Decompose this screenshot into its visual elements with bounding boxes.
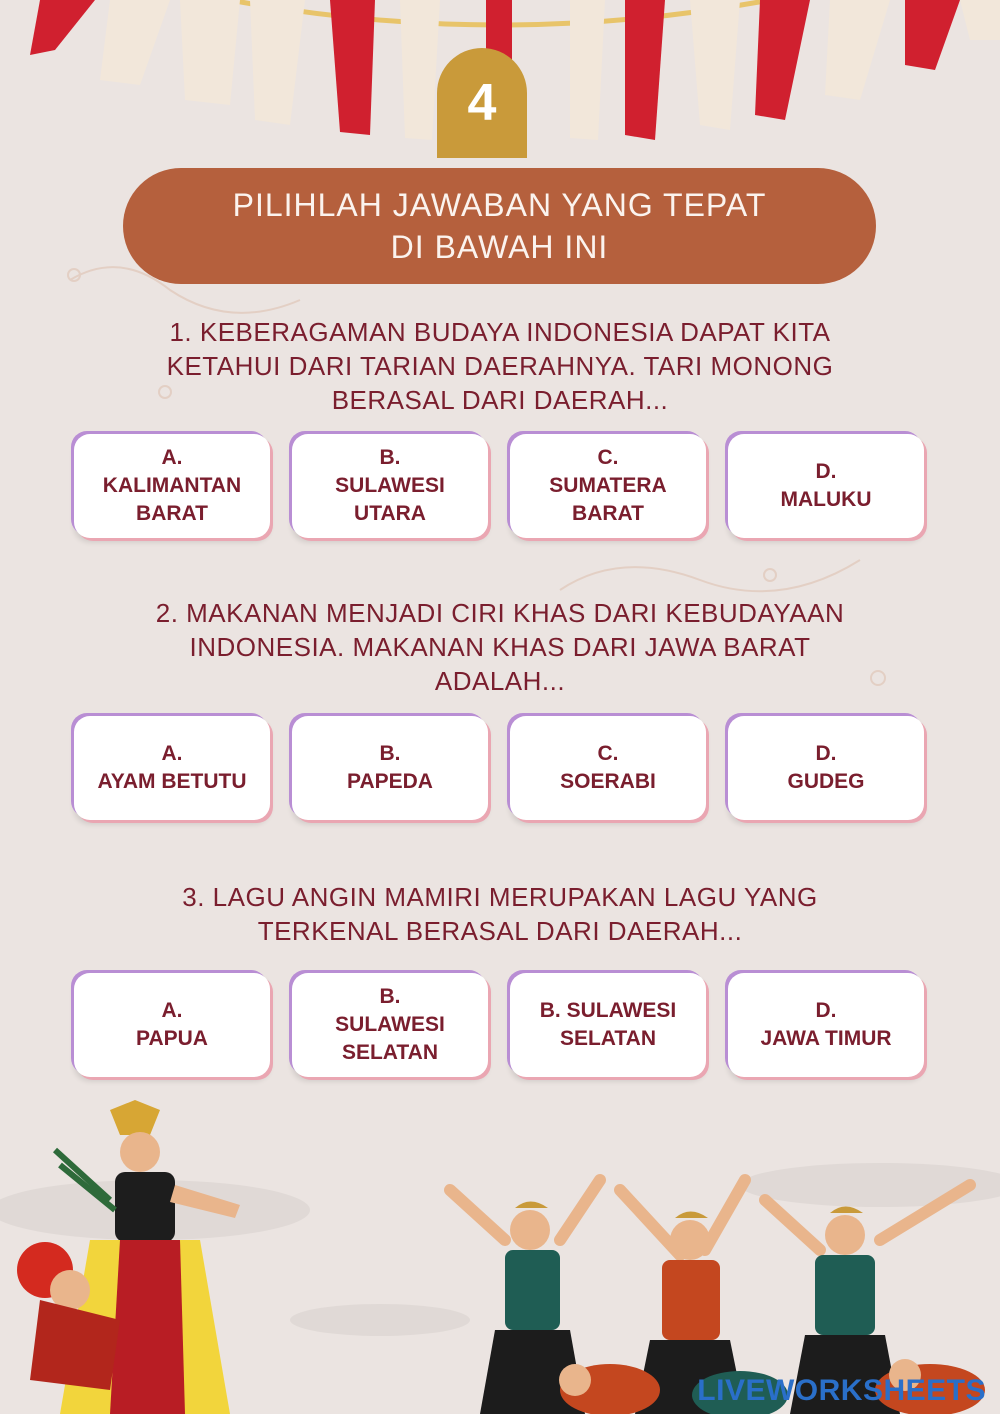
option-line: B. (379, 446, 401, 469)
option-line: C. (597, 446, 619, 469)
question-2 (120, 596, 880, 698)
option-line: MALUKU (780, 488, 872, 511)
instruction-banner (123, 168, 876, 284)
option-line: GUDEG (787, 770, 865, 793)
option-line: D. (815, 999, 837, 1022)
question-2-line-3: ADALAH... (434, 666, 566, 696)
q1-option-b[interactable] (292, 434, 488, 538)
option-line: B. SULAWESI (539, 999, 677, 1022)
question-3-options (70, 973, 930, 1083)
question-1-line-2: KETAHUI DARI TARIAN DAERAHNYA. TARI MONONG (166, 351, 834, 381)
option-line: A. (161, 742, 183, 765)
option-line: C. (597, 742, 619, 765)
q2-option-a[interactable] (74, 716, 270, 820)
question-1-line-1: 1. KEBERAGAMAN BUDAYA INDONESIA DAPAT KITA (169, 317, 831, 347)
question-2-options (70, 716, 930, 826)
question-1 (120, 315, 880, 417)
option-line: JAWA TIMUR (760, 1027, 892, 1050)
banner-line-1: PILIHLAH JAWABAN YANG TEPAT (232, 187, 767, 223)
banner-line-2: DI BAWAH INI (390, 229, 609, 265)
q3-option-c[interactable] (510, 973, 706, 1077)
wayang-dancer-icon (17, 1100, 240, 1414)
q1-option-d[interactable] (728, 434, 924, 538)
option-line: D. (815, 742, 837, 765)
option-line: KALIMANTAN (102, 474, 242, 497)
page-number-badge (437, 48, 527, 158)
option-line: BARAT (572, 502, 644, 525)
option-line: A. (161, 999, 183, 1022)
q1-option-a[interactable] (74, 434, 270, 538)
question-1-options (70, 434, 930, 544)
page-number: 4 (467, 74, 497, 132)
dancers-illustration (0, 1090, 1000, 1414)
option-line: UTARA (354, 502, 426, 525)
option-line: SULAWESI (335, 474, 445, 497)
question-3 (120, 880, 880, 948)
liveworksheets-watermark: LIVEWORKSHEETS (697, 1374, 986, 1407)
question-1-line-3: BERASAL DARI DAERAH... (331, 385, 669, 415)
option-line: BARAT (136, 502, 208, 525)
option-line: PAPEDA (347, 770, 433, 793)
question-3-line-2: TERKENAL BERASAL DARI DAERAH... (257, 916, 743, 946)
option-line: AYAM BETUTU (97, 770, 247, 793)
q2-option-c[interactable] (510, 716, 706, 820)
option-line: A. (161, 446, 183, 469)
option-line: B. (379, 985, 401, 1008)
option-line: SOERABI (560, 770, 656, 793)
q3-option-b[interactable] (292, 973, 488, 1077)
question-2-line-2: INDONESIA. MAKANAN KHAS DARI JAWA BARAT (189, 632, 811, 662)
q1-option-c[interactable] (510, 434, 706, 538)
q2-option-d[interactable] (728, 716, 924, 820)
option-line: D. (815, 460, 837, 483)
q3-option-a[interactable] (74, 973, 270, 1077)
option-line: SELATAN (559, 1027, 657, 1050)
question-2-line-1: 2. MAKANAN MENJADI CIRI KHAS DARI KEBUDAYAAN (155, 598, 845, 628)
option-line: SULAWESI (335, 1013, 445, 1036)
question-3-line-1: 3. LAGU ANGIN MAMIRI MERUPAKAN LAGU YANG (182, 882, 818, 912)
option-line: SELATAN (341, 1041, 439, 1064)
option-line: B. (379, 742, 401, 765)
option-line: PAPUA (136, 1027, 208, 1050)
option-line: SUMATERA (549, 474, 667, 497)
q3-option-d[interactable] (728, 973, 924, 1077)
q2-option-b[interactable] (292, 716, 488, 820)
